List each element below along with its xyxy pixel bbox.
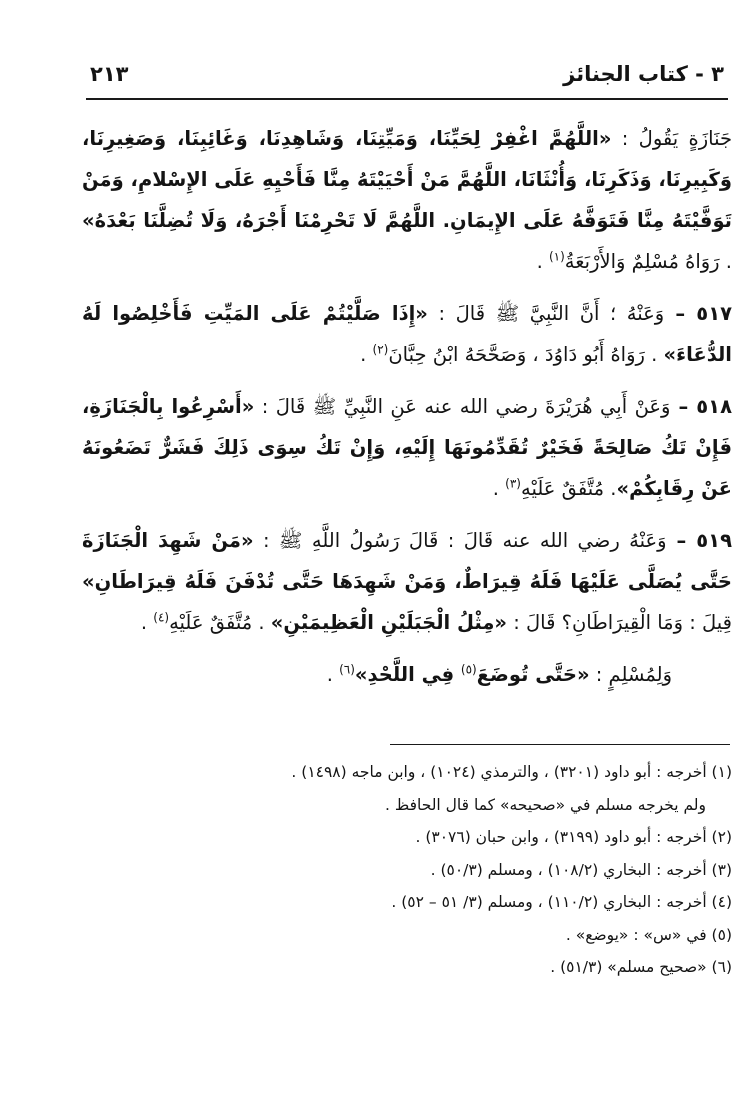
paragraph-hadith-516-continuation — [82, 118, 732, 282]
source-text: . رَوَاهُ مُسْلِمٌ وَالأَرْبَعَةُ — [564, 250, 732, 273]
footnotes — [60, 756, 732, 984]
hadith-text: «أَسْرِعُوا بِالْجَنَازَةِ، فَإِنْ تَكُ صَالِحَةً فَخَيْرٌ تُقَدِّمُونَهَا إِلَيْهِ، وَإِنْ تَكُ سِوَى ذَلِكَ فَشَرٌّ تَضَعُونَهُ عَنْ رِقَابِكُمْ» — [82, 395, 732, 500]
paragraph-hadith-518 — [82, 386, 732, 509]
source-text: . مُتَّفَقٌ عَلَيْهِ — [520, 477, 617, 500]
page-header — [86, 56, 728, 100]
end-mark: . — [140, 611, 154, 634]
footnote-ref[interactable]: (٣) — [505, 476, 521, 491]
hadith-text: «إِذَا صَلَّيْتُمْ عَلَى المَيِّتِ فَأَخْلِصُوا لَهُ الدُّعَاءَ» — [82, 302, 732, 366]
hadith-number: ٥١٩ – — [666, 529, 732, 552]
question-text: قِيلَ : وَمَا الْقِيرَاطَانِ؟ قَالَ : — [507, 611, 732, 634]
narration-text: وَعَنْهُ ؛ أَنَّ النَّبِيَّ ﷺ قَالَ : — [427, 302, 665, 325]
paragraph-muslim-variant — [82, 654, 732, 695]
paragraph-hadith-519 — [82, 520, 732, 643]
footnote-1: (١) أخرجه : أبو داود (٣٢٠١) ، والترمذي (١٠٢٤) ، وابن ماجه (١٤٩٨) . — [291, 763, 732, 781]
footnote-ref[interactable]: (٥) — [460, 662, 477, 677]
end-mark: . — [492, 477, 506, 500]
narration-text: وَعَنْ أَبِي هُرَيْرَةَ رضي الله عنه عَنِ النَّبِيِّ ﷺ قَالَ : — [254, 395, 671, 418]
hadith-text: «اللَّهُمَّ اغْفِرْ لِحَيِّنَا، وَمَيِّتِنَا، وَشَاهِدِنَا، وَغَائِبِنَا، وَصَغِيرِنَا، وَكَبِيرِنَا، وَذَكَرِنَا، وَأُنْثَانَا، اللَّهُمَّ مَنْ أَحْيَيْتَهُ مِنَّا فَأَحْيِهِ عَلَى الإِسْلامِ، وَمَنْ تَوَفَّيْتَهُ مِنَّا فَتَوَفَّهُ عَلَى الإِيمَانِ. اللَّهُمَّ لَا تَحْرِمْنَا أَجْرَهُ، وَلَا تُضِلَّنَا بَعْدَهُ» — [82, 127, 732, 232]
chapter-title: ٣ - كتاب الجنائز — [563, 62, 724, 86]
footnote-1-note: ولم يخرجه مسلم في «صحيحه» كما قال الحافظ . — [385, 795, 706, 814]
footnote-ref[interactable]: (١) — [548, 249, 565, 264]
hadith-text: «مَنْ شَهِدَ الْجَنَازَةَ حَتَّى يُصَلَّى عَلَيْهَا فَلَهُ قِيرَاطٌ، وَمَنْ شَهِدَهَا حَتَّى تُدْفَنَ فَلَهُ قِيرَاطَانِ» — [82, 529, 732, 593]
footnote-ref[interactable]: (٢) — [372, 342, 389, 357]
footnote-2: (٢) أخرجه : أبو داود (٣١٩٩) ، وابن حبان (٣٠٧٦) . — [415, 828, 732, 846]
narration-text: جَنَازَةٍ يَقُولُ : — [611, 127, 733, 150]
main-text — [82, 118, 732, 706]
footnote-3: (٣) أخرجه : البخاري (١٠٨/٢) ، ومسلم (٥٠/٣) . — [430, 860, 732, 879]
footnote-5: (٥) في «س» : «يوضع» . — [565, 925, 732, 944]
hadith-text-continued: فِي اللَّحْدِ» — [354, 663, 461, 686]
footnote-separator — [390, 744, 730, 745]
end-mark: . — [326, 663, 340, 686]
source-text: . رَوَاهُ أَبُو دَاوُدَ ، وَصَحَّحَهُ ابْنُ حِبَّانَ — [388, 343, 664, 366]
footnote-ref[interactable]: (٤) — [153, 610, 170, 625]
end-mark: . — [360, 343, 373, 366]
narration-text: وَلِمُسْلِمٍ : — [589, 663, 672, 686]
source-text: . مُتَّفَقٌ عَلَيْهِ — [169, 611, 271, 634]
hadith-text: «حَتَّى تُوضَعَ — [476, 663, 590, 686]
narration-text: وَعَنْهُ رضي الله عنه قَالَ : قَالَ رَسُولُ اللَّهِ ﷺ : — [253, 529, 667, 552]
page-number: ٢١٣ — [90, 62, 129, 86]
footnote-4: (٤) أخرجه : البخاري (١١٠/٢) ، ومسلم (٣/ ٥١ – ٥٢) . — [391, 893, 732, 911]
footnote-6: (٦) «صحيح مسلم» (٥١/٣) . — [550, 958, 732, 976]
hadith-answer-text: «مِثْلُ الْجَبَلَيْنِ الْعَظِيمَيْنِ» — [270, 611, 508, 634]
hadith-number: ٥١٧ – — [664, 302, 733, 325]
footnote-ref[interactable]: (٦) — [339, 662, 355, 677]
hadith-number: ٥١٨ – — [670, 395, 732, 418]
paragraph-hadith-517 — [82, 293, 732, 375]
end-mark: . — [536, 250, 549, 273]
